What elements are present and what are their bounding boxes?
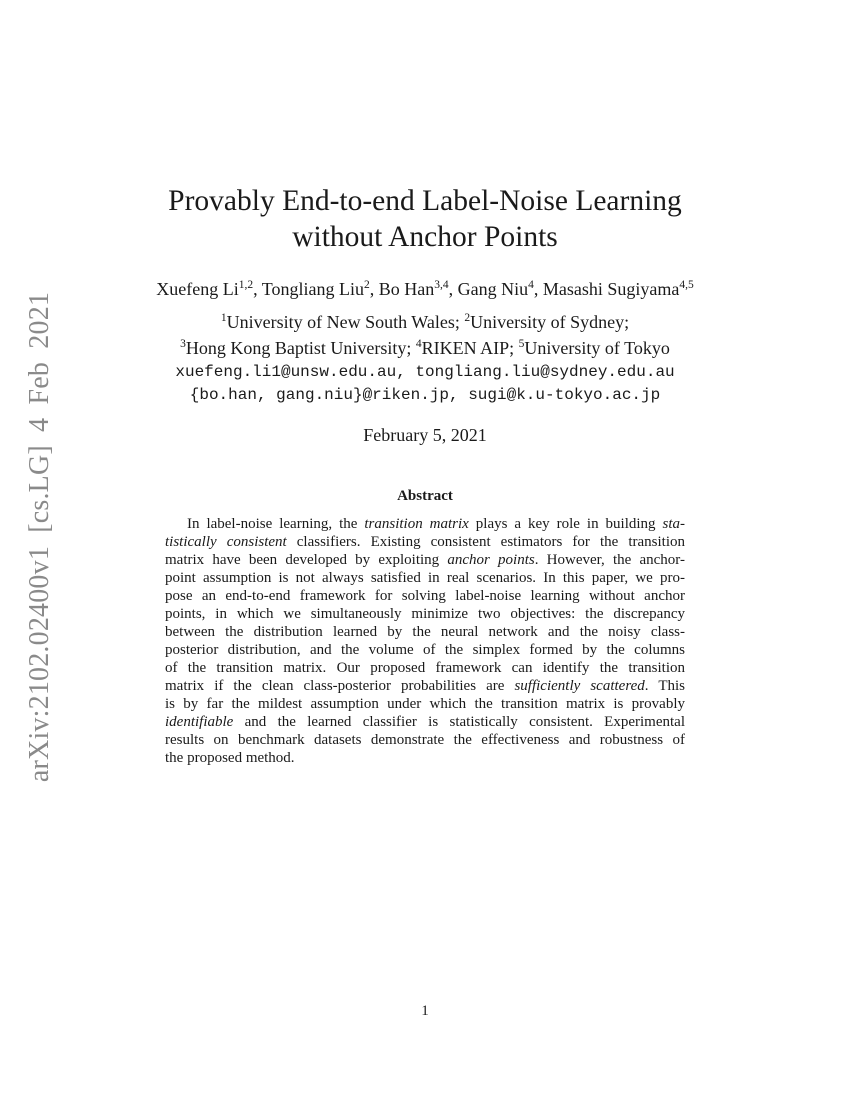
abstract-text: classifiers. Existing consistent estimators for the transition [286, 534, 685, 550]
abstract-text: matrix if the clean class-posterior probabilities are [165, 678, 515, 694]
author [458, 279, 534, 299]
abstract-text: between the distribution learned by the neural network and the noisy class- [165, 624, 685, 640]
abstract-text: In label-noise learning, the [187, 516, 365, 532]
abstract-text: point assumption is not always satisfied in real scenarios. In this paper, we pro- [165, 570, 685, 586]
abstract-line [165, 713, 685, 731]
affiliation-name: University of Tokyo [524, 338, 670, 358]
author-name: Masashi Sugiyama [542, 279, 680, 299]
email-line-2: {bo.han, gang.niu}@riken.jp, sugi@k.u-tokyo.ac.jp [189, 386, 661, 404]
affiliation-marker: 5 [518, 338, 525, 350]
author-list: Xuefeng Li$^{1,2}$, Tongliang Liu$^2$, Bo Han$^{3,4}$, Gang Niu$^4$, Masashi Sugiyama$^{4,5}$ [156, 279, 694, 299]
author-affiliation-marker: 4,5 [679, 279, 694, 291]
abstract-line [165, 605, 685, 623]
emphasized-term: sta- [662, 516, 685, 532]
author-affiliation-marker: 4 [528, 279, 534, 291]
abstract-body [165, 515, 685, 767]
paper-title [0, 183, 850, 255]
affiliation-line-1 [0, 311, 850, 337]
abstract-line [165, 551, 685, 569]
abstract-text: . However, the anchor- [534, 552, 685, 568]
emphasized-term: sufficiently scattered [514, 678, 645, 694]
emphasized-term: anchor points [447, 552, 535, 568]
abstract-text: of the transition matrix. Our proposed framework can identify the transition [165, 660, 685, 676]
abstract-text: and the learned classifier is statistically consistent. Experimental [233, 714, 685, 730]
abstract-line [165, 749, 685, 767]
abstract-line [165, 623, 685, 641]
abstract-text: posterior distribution, and the volume of the simplex formed by the columns [165, 642, 685, 658]
author [262, 279, 370, 299]
title-line-1: Provably End-to-end Label-Noise Learning [168, 185, 682, 217]
author-affiliation-marker: 1,2 [238, 279, 254, 291]
page-number: 1 [421, 1003, 429, 1019]
abstract-line [165, 677, 685, 695]
abstract-line [165, 695, 685, 713]
affiliation-name: University of New South Wales; [226, 312, 460, 332]
paper-date: February 5, 2021 [363, 425, 487, 445]
abstract-text: . This [644, 678, 685, 694]
author-name: Bo Han [378, 279, 435, 299]
abstract-heading: Abstract [397, 488, 453, 504]
affiliation-name: University of Sydney; [470, 312, 630, 332]
abstract-text: results on benchmark datasets demonstrate the effectiveness and robustness of [165, 732, 685, 748]
author-affiliation-marker: 3,4 [434, 279, 449, 291]
abstract-text: plays a key role in building [468, 516, 663, 532]
abstract-line [165, 641, 685, 659]
abstract-line [165, 515, 685, 533]
emphasized-term: tistically consistent [165, 534, 287, 550]
abstract-line [165, 587, 685, 605]
abstract-text: pose an end-to-end framework for solving label-noise learning without anchor [165, 588, 685, 604]
abstract-text: points, in which we simultaneously minimize two objectives: the discrepancy [165, 606, 685, 622]
arxiv-identifier-stamp: arXiv:2102.02400v1 [cs.LG] 4 Feb 2021 [24, 291, 55, 783]
affiliation-marker: 2 [464, 312, 471, 324]
abstract-text: the proposed method. [165, 750, 295, 766]
author [543, 279, 694, 299]
author [156, 279, 253, 299]
abstract-line [165, 533, 685, 551]
author-emails [0, 361, 850, 407]
emphasized-term: identifiable [165, 714, 234, 730]
abstract-line [165, 659, 685, 677]
title-line-2: without Anchor Points [292, 221, 558, 253]
abstract-text: is by far the mildest assumption under which the transition matrix is provably [165, 696, 685, 712]
email-line-1: xuefeng.li1@unsw.edu.au, tongliang.liu@sydney.edu.au [175, 363, 675, 381]
author [379, 279, 449, 299]
author-name: Xuefeng Li [156, 279, 239, 299]
affiliation-name: RIKEN AIP; [421, 338, 515, 358]
affiliation-line-2 [0, 337, 850, 363]
author-affiliation-marker: 2 [364, 279, 370, 291]
affiliation-marker: 3 [180, 338, 186, 350]
emphasized-term: transition matrix [364, 516, 469, 532]
abstract-line [165, 731, 685, 749]
author-name: Gang Niu [457, 279, 529, 299]
affiliation-marker: 4 [415, 338, 422, 350]
affiliation-marker: 1 [220, 312, 227, 324]
abstract-text: matrix have been developed by exploiting [165, 552, 448, 568]
abstract-line [165, 569, 685, 587]
affiliation-list [0, 311, 850, 363]
author-name: Tongliang Liu [261, 279, 364, 299]
affiliation-name: Hong Kong Baptist University; [185, 338, 412, 358]
